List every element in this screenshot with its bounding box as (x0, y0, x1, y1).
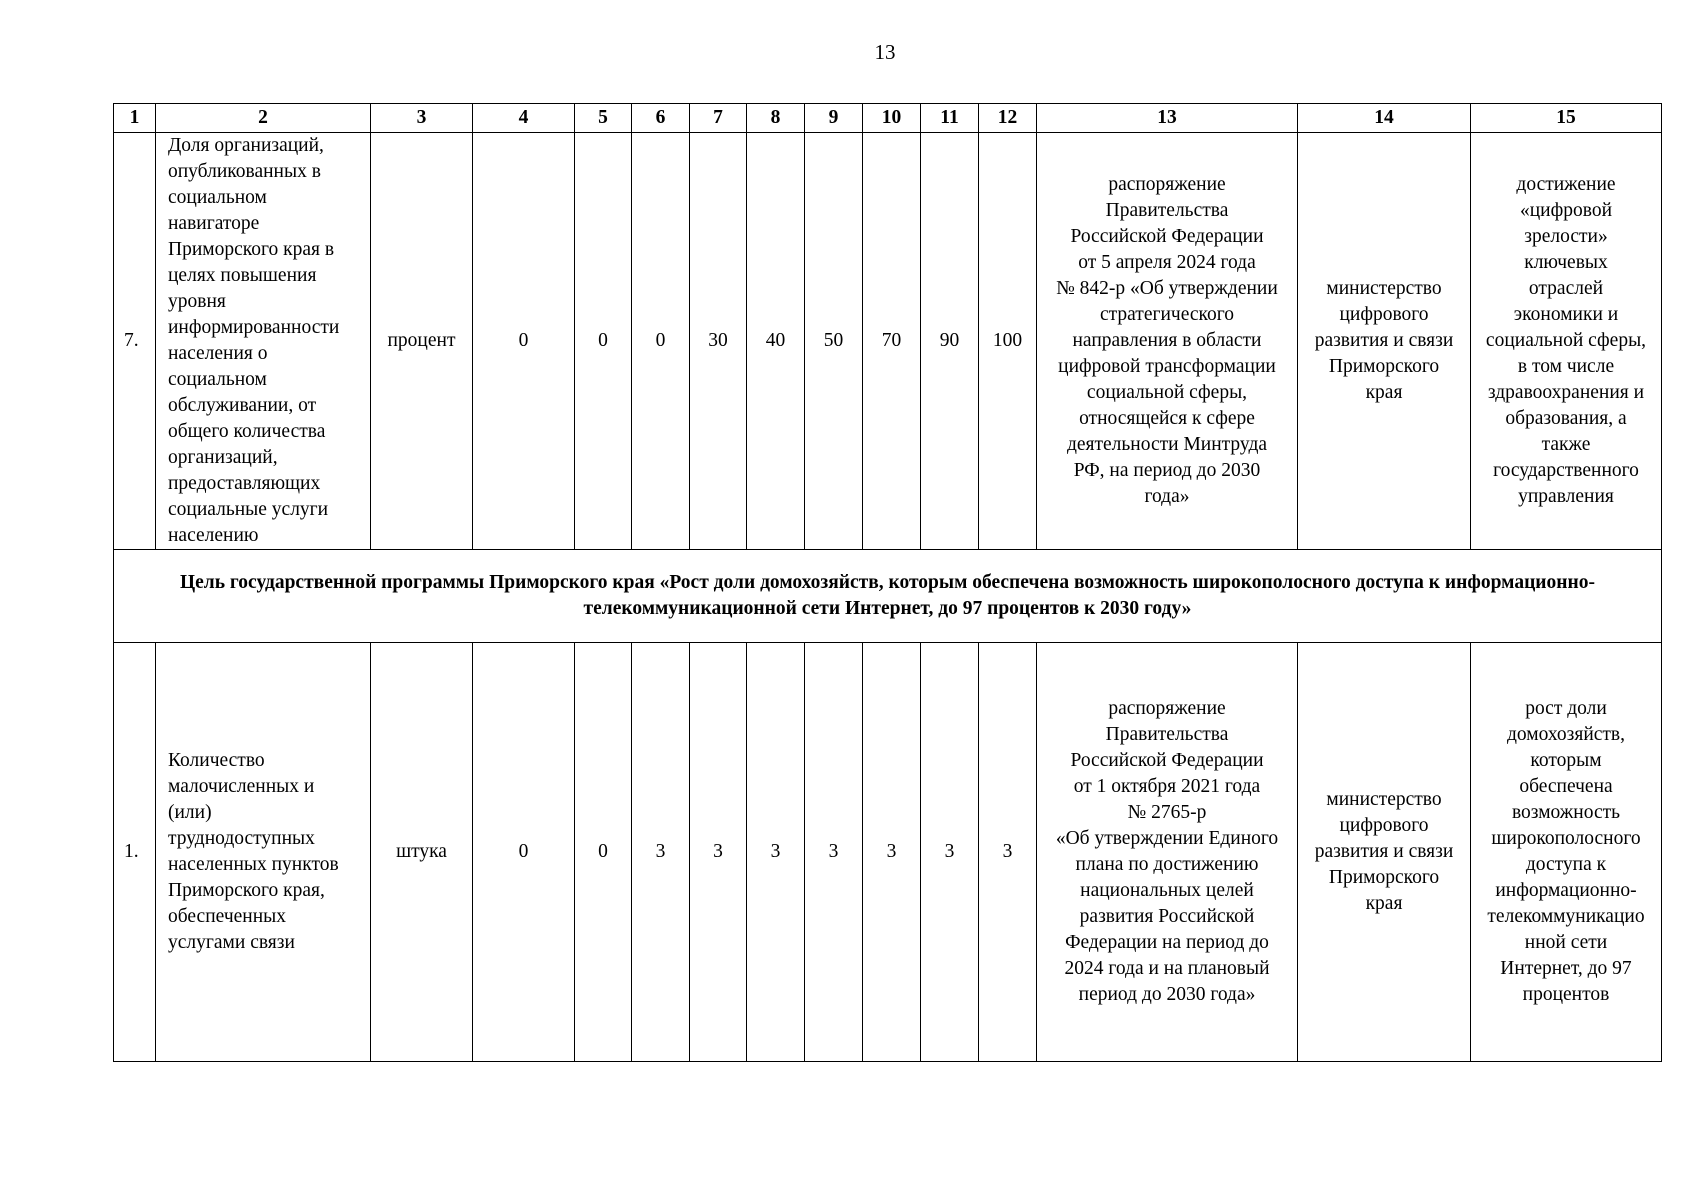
column-header: 11 (921, 104, 979, 133)
responsible-cell: министерство цифрового развития и связи Приморского края (1298, 643, 1471, 1062)
value-cell: 40 (747, 133, 805, 550)
value-cell: 0 (632, 133, 690, 550)
column-header: 7 (690, 104, 747, 133)
unit-cell: штука (371, 643, 473, 1062)
value-cell: 3 (863, 643, 921, 1062)
value-cell: 3 (921, 643, 979, 1062)
value-cell: 3 (690, 643, 747, 1062)
column-header: 2 (156, 104, 371, 133)
indicators-table (113, 103, 1662, 1062)
link-cell: достижение «цифровой зрелости» ключевых отраслей экономики и социальной сферы, в том числе здравоохранения и образования, а также государственного управления (1471, 133, 1662, 550)
goal-heading: Цель государственной программы Приморского края «Рост доли домохозяйств, которым обеспечена возможность широкополосного доступа к информационно-телекоммуникационной сети Интернет, до 97 процентов к 2030 году» (114, 550, 1662, 643)
column-header: 15 (1471, 104, 1662, 133)
value-cell: 30 (690, 133, 747, 550)
responsible-cell: министерство цифрового развития и связи Приморского края (1298, 133, 1471, 550)
value-cell: 0 (473, 643, 575, 1062)
column-header: 1 (114, 104, 156, 133)
column-header: 8 (747, 104, 805, 133)
link-cell: рост доли домохозяйств, которым обеспечена возможность широкополосного доступа к информационно- телекоммуникацио нной сети Интернет, до 97 процентов (1471, 643, 1662, 1062)
column-header: 4 (473, 104, 575, 133)
row-number: 7. (114, 133, 156, 550)
indicator-name: Доля организаций, опубликованных в социальном навигаторе Приморского края в целях повышения уровня информированности населения о социальном обслуживании, от общего количества организаций, предоставляющих социальные услуги населению (156, 133, 371, 550)
unit-cell: процент (371, 133, 473, 550)
table-row (114, 643, 1662, 1062)
goal-row (114, 550, 1662, 643)
document-cell: распоряжение Правительства Российской Федерации от 1 октября 2021 года № 2765-р «Об утверждении Единого плана по достижению национальных целей развития Российской Федерации на период до 2024 года и на плановый период до 2030 года» (1037, 643, 1298, 1062)
column-header: 10 (863, 104, 921, 133)
column-header: 9 (805, 104, 863, 133)
document-cell: распоряжение Правительства Российской Федерации от 5 апреля 2024 года № 842-р «Об утверждении стратегического направления в области цифровой трансформации социальной сферы, относящейся к сфере деятельности Минтруда РФ, на период до 2030 года» (1037, 133, 1298, 550)
indicator-name: Количество малочисленных и (или) труднодоступных населенных пунктов Приморского края, обеспеченных услугами связи (156, 643, 371, 1062)
value-cell: 3 (805, 643, 863, 1062)
value-cell: 90 (921, 133, 979, 550)
table-row (114, 133, 1662, 550)
row-number: 1. (114, 643, 156, 1062)
value-cell: 0 (575, 133, 632, 550)
value-cell: 0 (575, 643, 632, 1062)
value-cell: 3 (747, 643, 805, 1062)
value-cell: 70 (863, 133, 921, 550)
header-row (114, 104, 1662, 133)
value-cell: 0 (473, 133, 575, 550)
column-header: 12 (979, 104, 1037, 133)
page-number: 13 (874, 40, 896, 64)
value-cell: 3 (632, 643, 690, 1062)
column-header: 5 (575, 104, 632, 133)
column-header: 6 (632, 104, 690, 133)
value-cell: 100 (979, 133, 1037, 550)
column-header: 3 (371, 104, 473, 133)
value-cell: 50 (805, 133, 863, 550)
column-header: 14 (1298, 104, 1471, 133)
column-header: 13 (1037, 104, 1298, 133)
value-cell: 3 (979, 643, 1037, 1062)
